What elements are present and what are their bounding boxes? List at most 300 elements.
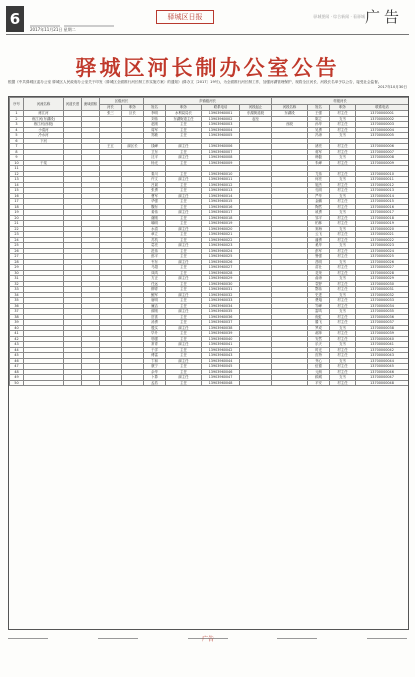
table-cell: 王五 [100,144,122,150]
table-cell: 支书 [330,133,356,139]
page-header [6,6,409,46]
table-cell: 主任 [166,254,202,260]
table-cell: 平安 [308,380,330,386]
table-cell: 13700000042 [356,347,409,353]
col-header-seq: 序号 [10,98,24,111]
col-header-town: 乡镇级河长 [144,98,272,105]
table-cell: 39 [10,320,24,326]
table-cell: 主任 [166,336,202,342]
table-cell: 支书 [330,193,356,199]
table-cell: 13903960026 [202,259,240,265]
table-cell: 46 [10,358,24,364]
announcement-title: 驿城区河长制办公室公告 [75,56,340,80]
table-cell: 支书 [330,276,356,282]
table-cell: 13903960025 [202,254,240,260]
table-cell: 17 [10,199,24,205]
col-subheader: 河长 [100,105,122,111]
table-cell: 13903960028 [202,270,240,276]
table-cell: 柳青 [144,287,166,293]
table-cell: 主任 [166,133,202,139]
table-cell: 支书 [330,375,356,381]
table-cell: 村主任 [330,270,356,276]
table-cell: 时光 [308,347,330,353]
table-cell: 李明 [144,111,166,117]
table-cell: 47 [10,364,24,370]
table-cell: 于洋 [144,347,166,353]
table-cell: 张三 [100,111,122,117]
table-cell: 13700000039 [356,331,409,337]
intro-text: 根据《中共驿城区委办公室 驿城区人民政府办公室关于印发〈驿城区全面推行河长制工作实施方案〉的通知》(驿办文〔2017〕19号)，为全面推行河长制工作，加强河湖管理保护，现将全区河长、河段长名单予以公告，接受社会监督。 [8,80,382,84]
table-cell: 11 [10,166,24,172]
table-cell: 副主任 [166,309,202,315]
table-cell: 49 [10,375,24,381]
table-cell: 鲍军 [144,292,166,298]
table-cell: 钱峰 [144,144,166,150]
table-cell: 13700000033 [356,298,409,304]
table-cell: 副主任 [166,210,202,216]
table-cell: 西段 [272,122,308,128]
river-chief-table-container [8,96,409,630]
table-cell: 汤勇 [144,320,166,326]
col-header-length: 河道长度 [64,98,82,111]
table-cell: 13700000026 [356,259,409,265]
table-cell: 主任 [166,204,202,210]
table-cell: 50 [10,380,24,386]
table-cell: 村主任 [330,353,356,359]
table-cell: 13903960044 [202,358,240,364]
table-cell: 主任 [166,331,202,337]
table-cell: 支书 [330,358,356,364]
table-cell: 13700000048 [356,380,409,386]
table-cell: 余华 [144,369,166,375]
table-cell: 13903960006 [202,144,240,150]
table-cell: 13700000032 [356,292,409,298]
table-cell: 任远 [144,281,166,287]
table-cell: 卫东 [144,149,166,155]
table-cell: 1 [10,111,24,117]
table-cell: 主任 [166,364,202,370]
table-cell: 主任 [166,160,202,166]
table-cell: 练江河(西段) [24,122,64,128]
table-cell [100,380,122,386]
table-cell: 13903960045 [202,364,240,370]
table-cell: 谢刚 [144,215,166,221]
table-cell: 26 [10,248,24,254]
table-cell: 13903960041 [202,342,240,348]
table-cell: 13903960035 [202,309,240,315]
table-cell: 13700000002 [356,116,409,122]
table-cell: 13700000014 [356,193,409,199]
table-cell: 13903960010 [202,171,240,177]
table-cell: 乐天 [308,342,330,348]
table-cell: 44 [10,347,24,353]
table-cell: 薛刚 [144,309,166,315]
table-cell: 24 [10,237,24,243]
table-cell: 35 [10,298,24,304]
table-cell: 13903960022 [202,237,240,243]
table-cell: 主任 [166,347,202,353]
table-cell: 13903960043 [202,353,240,359]
header-rule-decoration [30,12,150,16]
table-cell: 主任 [166,281,202,287]
table-cell: 13903960034 [202,303,240,309]
table-cell: 20 [10,215,24,221]
table-cell: 34 [10,292,24,298]
table-cell: 滕飞 [308,320,330,326]
col-subheader: 姓名 [144,105,166,111]
table-cell: 魏东 [144,204,166,210]
table-cell: 下河 [24,138,64,144]
table-cell: 孟浩 [144,380,166,386]
table-cell: 13903960011 [202,177,240,183]
table-cell: 13700000041 [356,342,409,348]
table-cell: 副主任 [166,193,202,199]
table-cell: 花荣 [308,270,330,276]
table-cell: 云飞 [308,232,330,238]
table-cell: 13903960001 [202,111,240,117]
table-cell: 陈立 [308,116,330,122]
table-cell: 28 [10,259,24,265]
issue-date: 2017年11月21日 星期二 [30,27,76,32]
table-cell: 主任 [166,314,202,320]
table-cell: 13700000027 [356,265,409,271]
table-cell: 13700000037 [356,320,409,326]
table-cell: 29 [10,265,24,271]
table-cell: 韩磊 [308,155,330,161]
table-cell: 支书 [330,259,356,265]
header-section-links: 驿城要闻 · 综合新闻 · 看驿城 [313,14,365,19]
table-cell: 支书 [330,226,356,232]
table-cell: 43 [10,342,24,348]
table-cell: 13 [10,177,24,183]
table-cell: 21 [10,221,24,227]
table-cell: 村主任 [330,314,356,320]
col-subheader: 联系电话 [202,105,240,111]
table-cell: 冯涛 [308,133,330,139]
table-cell: 秦川 [144,171,166,177]
table-cell: 伍德 [308,364,330,370]
table-cell [82,380,100,386]
table-cell: 潘勇 [308,237,330,243]
table-cell: 13903960013 [202,188,240,194]
table-cell: 葛亮 [144,243,166,249]
table-cell: 方正 [144,276,166,282]
table-cell: 东湖街道段 [240,111,272,117]
table-cell: 支书 [330,210,356,216]
table-cell: 13700000016 [356,204,409,210]
table-cell: 13700000040 [356,336,409,342]
table-cell: 13700000036 [356,314,409,320]
table-cell: 9 [10,155,24,161]
table-cell: 32 [10,281,24,287]
table-cell: 刘伟 [144,116,166,122]
table-cell: 村主任 [330,232,356,238]
table-cell: 邬强 [144,336,166,342]
table-cell: 13700000019 [356,221,409,227]
col-subheader: 职务 [166,105,202,111]
table-cell: 罗成 [308,325,330,331]
table-cell: 13700000009 [356,160,409,166]
table-cell: 褚亮 [308,144,330,150]
table-cell: 喻明 [144,221,166,227]
table-cell [24,380,64,386]
table-cell: 副主任 [166,358,202,364]
table-cell: 13700000047 [356,375,409,381]
table-cell: 22 [10,226,24,232]
table-cell: 王强 [308,111,330,117]
table-cell: 13903960040 [202,336,240,342]
table-cell: 主任 [166,298,202,304]
table-cell: 13903960037 [202,320,240,326]
table-cell: 村主任 [330,254,356,260]
table-cell: 蒋军 [308,149,330,155]
table-cell: 傅雷 [144,353,166,359]
table-cell: 卜算 [144,375,166,381]
table-cell: 7 [10,144,24,150]
table-cell: 主任 [166,237,202,243]
table-cell: 费翔 [308,298,330,304]
table-cell: 13903960005 [202,133,240,139]
table-cell: 毕升 [144,331,166,337]
table-cell: 村主任 [330,237,356,243]
table-cell: 张勇 [144,188,166,194]
table-cell: 主任 [166,149,202,155]
table-cell: 13700000035 [356,309,409,315]
table-cell: 25 [10,243,24,249]
table-cell: 村主任 [330,149,356,155]
table-cell: 13903960015 [202,199,240,205]
table-cell: 13700000005 [356,133,409,139]
table-cell: 13700000017 [356,210,409,216]
table-cell: 主任 [166,265,202,271]
table-cell: 副主任 [166,144,202,150]
table-cell: 13700000012 [356,182,409,188]
table-cell: 41 [10,331,24,337]
table-cell: 主任 [166,353,202,359]
table-cell: 雷鸣 [308,309,330,315]
table-cell: 支书 [330,116,356,122]
table-cell: 12 [10,171,24,177]
table-cell: 主任 [166,369,202,375]
table-cell: 副主任 [166,292,202,298]
table-cell: 殷实 [144,325,166,331]
table-cell: 支书 [330,292,356,298]
table-cell: 村主任 [330,215,356,221]
table-cell: 13700000038 [356,325,409,331]
table-cell: 支书 [330,309,356,315]
table-cell: 冷水河 [24,133,64,139]
table-cell: 村主任 [330,303,356,309]
table-cell: 13903960032 [202,292,240,298]
river-chief-table [9,97,409,386]
table-cell: 13700000030 [356,281,409,287]
col-header-county: 区级河长 [100,98,144,105]
table-cell: 13700000044 [356,358,409,364]
table-cell: 村主任 [330,160,356,166]
table-cell: 东湖段 [272,111,308,117]
table-cell: 13700000011 [356,177,409,183]
table-cell: 村主任 [330,122,356,128]
table-cell: 副主任 [166,243,202,249]
table-cell: 13700000008 [356,155,409,161]
table-cell: 40 [10,325,24,331]
table-cell: 主任 [166,122,202,128]
table-cell: 13903960014 [202,193,240,199]
table-cell: 元朗 [308,369,330,375]
table-cell: 范伟 [144,248,166,254]
table-cell: 村主任 [330,199,356,205]
table-cell: 13903960031 [202,287,240,293]
table-cell: 村主任 [330,347,356,353]
table-cell: 顾城 [308,375,330,381]
table-cell: 13903960029 [202,276,240,282]
table-cell: 何亮 [308,177,330,183]
table-cell: 13903960023 [202,243,240,249]
table-cell: 13700000024 [356,248,409,254]
table-cell: 主任 [166,171,202,177]
table-cell: 赵刚 [144,122,166,128]
table-cell: 13700000006 [356,144,409,150]
footer-label: 广告 [201,636,214,643]
table-cell: 13700000010 [356,171,409,177]
table-cell: 孙华 [308,122,330,128]
table-cell: 支书 [330,243,356,249]
table-cell: 15 [10,188,24,194]
table-cell: 袁野 [308,281,330,287]
table-cell: 13903960012 [202,182,240,188]
col-subheader: 联系电话 [356,105,409,111]
table-cell: 13903960018 [202,215,240,221]
table-cell: 31 [10,276,24,282]
table-cell: 33 [10,287,24,293]
table-cell: 13903960048 [202,380,240,386]
table-cell: 陶然 [308,204,330,210]
table-cell: 45 [10,353,24,359]
table-cell: 邹平 [308,215,330,221]
table-cell: 主任 [166,215,202,221]
table-cell: 8 [10,149,24,155]
table-cell: 副主任 [166,342,202,348]
table-cell: 13903960030 [202,281,240,287]
table-cell: 村主任 [330,265,356,271]
table-cell [122,380,144,386]
table-cell: 13700000015 [356,199,409,205]
table-cell: 13903960042 [202,347,240,353]
table-cell: 村主任 [330,111,356,117]
table-cell [64,380,82,386]
table-cell: 练江河(东湖段) [24,116,64,122]
table-cell: 13700000001 [356,111,409,117]
table-cell: 水利局局长 [166,111,202,117]
table-cell: 副主任 [166,259,202,265]
table-cell: 倪虹 [308,314,330,320]
table-cell: 主任 [166,182,202,188]
table-cell: 13903960019 [202,221,240,227]
table-cell: 4 [10,127,24,133]
table-cell: 13903960047 [202,375,240,381]
table-cell: 郝帅 [308,331,330,337]
table-cell: 13700000023 [356,243,409,249]
table-cell: 东湖街道主任 [166,116,202,122]
col-subheader: 河段名称 [272,105,308,111]
table-cell: 柏林 [308,221,330,227]
table-cell: 27 [10,254,24,260]
table-cell: 区长 [122,111,144,117]
table-cell: 村主任 [330,171,356,177]
table-cell: 彭军 [308,248,330,254]
table-cell: 13903960004 [202,127,240,133]
table-cell: 14 [10,182,24,188]
table-cell: 13903960007 [202,149,240,155]
table-cell: 6 [10,138,24,144]
section-label: 广告 [364,8,403,26]
table-cell: 凤鸣 [144,270,166,276]
table-cell: 贺喜 [144,314,166,320]
announcement-intro [8,80,407,89]
table-cell: 郎平 [144,254,166,260]
table-cell: 13903960009 [202,160,240,166]
table-cell: 19 [10,210,24,216]
col-header-river: 河流名称 [24,98,64,111]
table-cell: 吴勇 [308,127,330,133]
table-cell: 酆伟 [308,287,330,293]
table-cell: 村主任 [330,320,356,326]
table-cell: 常青 [144,342,166,348]
table-cell: 2 [10,116,24,122]
table-cell: 10 [10,160,24,166]
col-subheader: 姓名 [308,105,330,111]
table-cell [240,380,272,386]
table-cell: 13700000013 [356,188,409,194]
table-cell: 13903960024 [202,248,240,254]
table-cell: 华强 [144,199,166,205]
table-cell: 尤伟 [308,171,330,177]
table-cell: 苏杭 [144,237,166,243]
table-cell: 村主任 [330,144,356,150]
table-cell: 13903960020 [202,226,240,232]
table-row [10,380,409,386]
table-cell: 朱峰 [308,160,330,166]
table-cell: 村主任 [330,221,356,227]
table-cell: 13700000031 [356,287,409,293]
table-cell: 村主任 [330,127,356,133]
header-divider [6,34,409,35]
table-cell: 村主任 [330,248,356,254]
table-cell: 13700000003 [356,122,409,128]
table-cell: 练江河 [24,111,64,117]
table-cell: 13700000022 [356,237,409,243]
table-cell: 奚华 [308,243,330,249]
table-cell: 章立 [144,232,166,238]
table-cell: 昌明 [308,259,330,265]
page-number: 6 [6,6,24,32]
table-cell: 主任 [166,380,202,386]
footer-decoration [8,636,407,644]
table-cell: 13700000029 [356,276,409,282]
table-cell: 马超 [144,265,166,271]
table-cell: 副主任 [166,226,202,232]
table-cell: 窦海 [308,226,330,232]
table-cell: 副主任 [166,177,202,183]
table-cell: 史进 [308,292,330,298]
table-cell: 13700000004 [356,127,409,133]
table-cell: 副主任 [166,375,202,381]
table-cell: 副主任 [166,325,202,331]
table-cell: 安然 [308,336,330,342]
table-cell: 周军 [144,127,166,133]
table-cell: 13700000034 [356,303,409,309]
table-cell: 干渠 [24,160,64,166]
